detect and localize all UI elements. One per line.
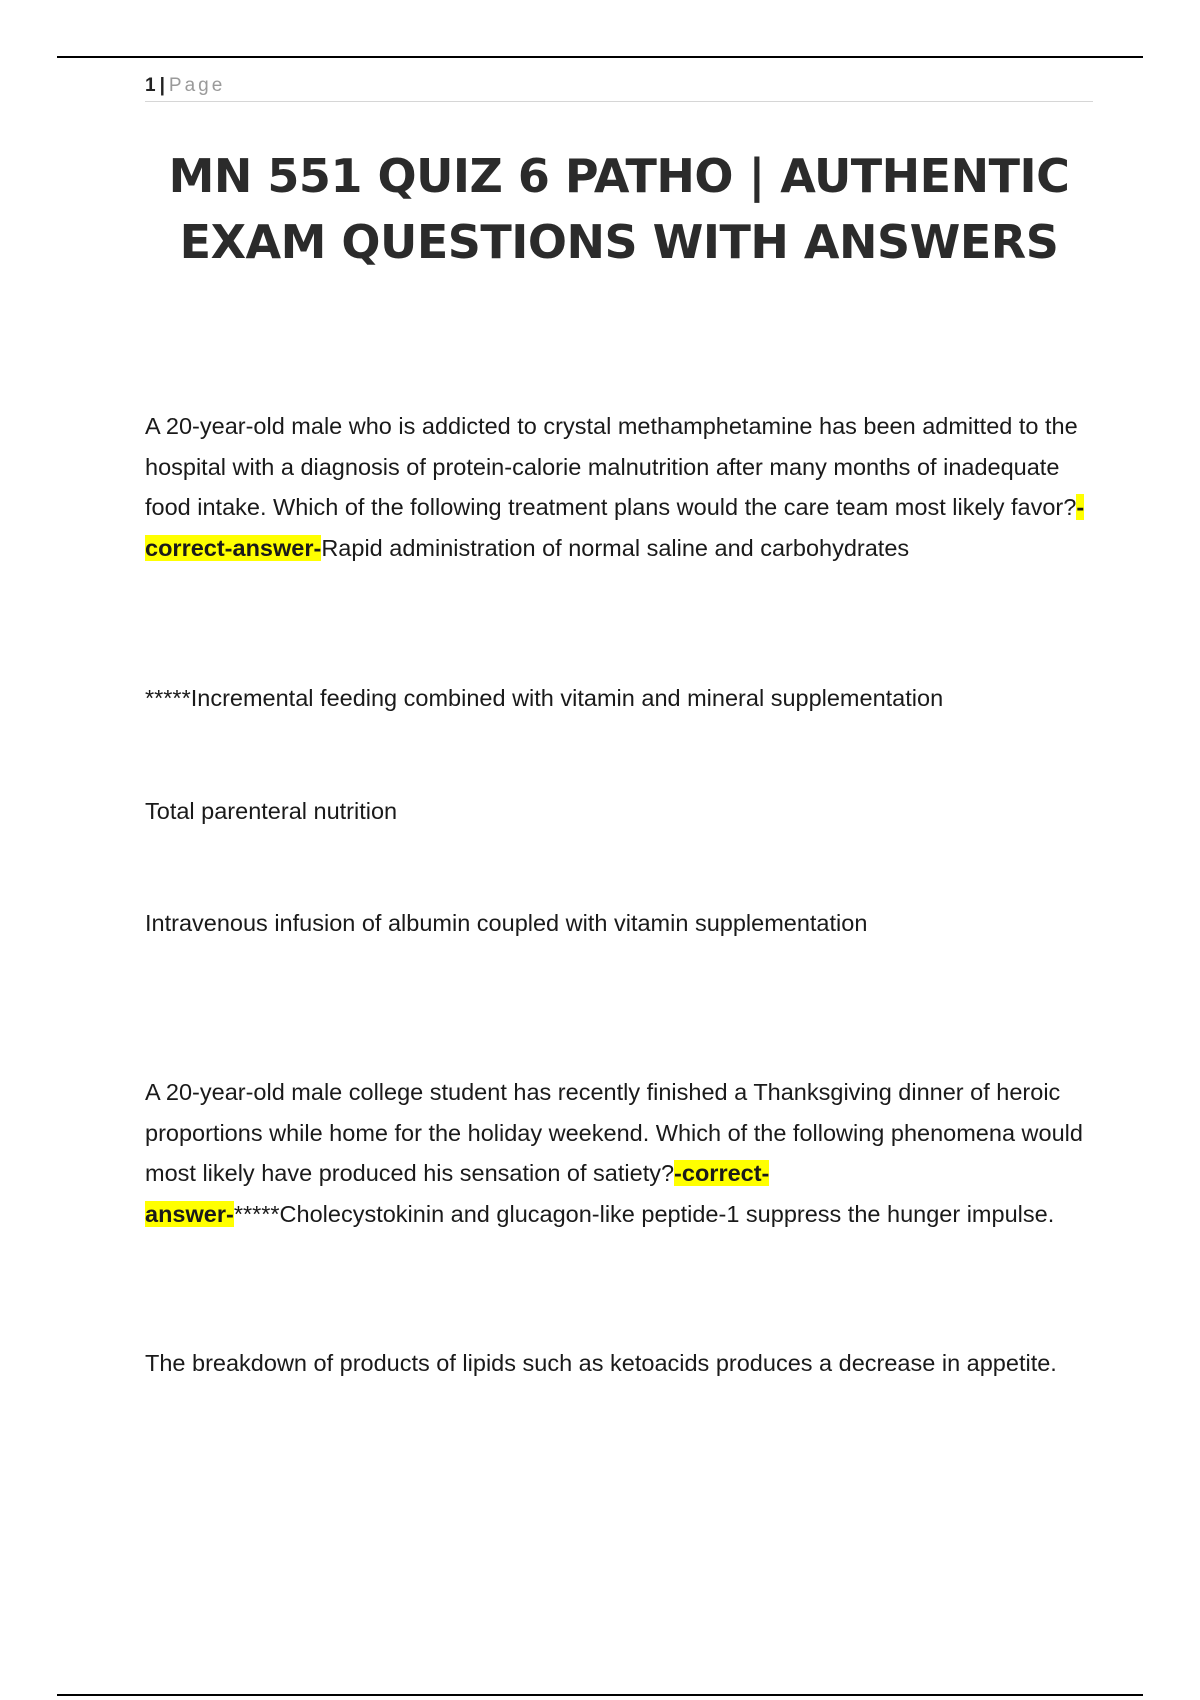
title-line-1: MN 551 QUIZ 6 PATHO | AUTHENTIC [168, 149, 1070, 203]
title-line-2: EXAM QUESTIONS WITH ANSWERS [179, 215, 1059, 269]
question-1-option-4: Intravenous infusion of albumin coupled with vitamin supplementation [145, 910, 868, 936]
question-1-first-option: Rapid administration of normal saline and carbohydrates [321, 534, 910, 561]
question-2-first-option: *****Cholecystokinin and glucagon-like peptide-1 suppress the hunger impulse. [233, 1200, 1055, 1227]
page-separator: | [159, 75, 165, 96]
document-title [145, 143, 1093, 275]
correct-answer-marker-1: -correct-answer- [145, 494, 1085, 561]
question-2-option-2: The breakdown of products of lipids such as ketoacids produces a decrease in appetite. [145, 1350, 1057, 1376]
correct-answer-marker-2b: answer- [145, 1200, 234, 1227]
question-1-option-3: Total parenteral nutrition [145, 798, 398, 824]
question-2-stem-paragraph [145, 1072, 1095, 1234]
question-2-stem: A 20-year-old male college student has recently finished a Thanksgiving dinner of heroic proportions while home for the holiday weekend. Which of the following phenomena would most likely have produced his sensation of satiety? [145, 1079, 1083, 1186]
question-1-option-2: *****Incremental feeding combined with vitamin and mineral supplementation [145, 685, 944, 711]
page-header [145, 74, 1093, 102]
bottom-rule [57, 1694, 1143, 1696]
question-1-stem: A 20-year-old male who is addicted to crystal methamphetamine has been admitted to the hospital with a diagnosis of protein-calorie malnutrition after many months of inadequate food intake. Which of the following treatment plans would the care team most likely favor? [145, 413, 1078, 520]
page-label: Page [168, 75, 226, 96]
question-1-stem-paragraph [145, 406, 1095, 568]
page-number: 1 [145, 75, 156, 96]
top-rule [57, 56, 1143, 58]
correct-answer-marker-2a: -correct- [674, 1160, 770, 1186]
